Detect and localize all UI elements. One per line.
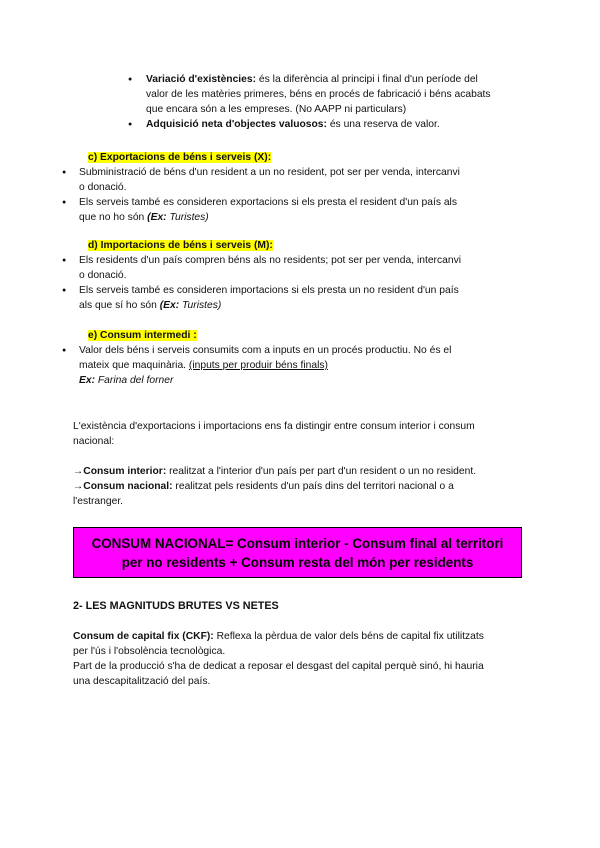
ckf-paragraph: Consum de capital fix (CKF): Reflexa la pèrdua de valor dels béns de capital fix utilitzats per l'ús i l'obsolència tecnològica. Part de la producció s'ha de dedicat a reposar el desgast del capital perquè sinó, hi hauria una descapitalització del país. (73, 631, 484, 687)
sub-bullet-list (146, 72, 526, 132)
item-text: és una reserva de valor. (326, 119, 440, 130)
section-d-heading: d) Importacions de béns i serveis (M): (88, 240, 273, 251)
term-variacio: Variació d'existències: (146, 74, 257, 85)
arrow-icon: → (73, 466, 84, 477)
list-item: ● Els serveis també es consideren exportacions si els presta el resident d'un país als que no ho són (Ex: Turistes) (79, 195, 524, 225)
arrow-icon: → (73, 481, 84, 492)
section-c-list (79, 165, 524, 225)
list-item: ● Valor dels béns i serveis consumits com a inputs en un procés productiu. No és el mateix que maquinària. (inputs per produir béns finals) Ex: Farina del forner (79, 343, 524, 388)
list-item (146, 117, 526, 132)
list-item: ● Els residents d'un país compren béns als no residents; pot ser per venda, intercanvi o donació. (79, 253, 524, 283)
list-item: ● Els serveis també es consideren importacions si els presta un no resident d'un país als que sí ho són (Ex: Turistes) (79, 283, 524, 313)
list-item: ● Subministració de béns d'un resident a un no resident, pot ser per venda, intercanvi o donació. (79, 165, 524, 195)
section-2-title: 2- LES MAGNITUDS BRUTES VS NETES (73, 600, 279, 612)
intro-paragraph: L'existència d'exportacions i importacions ens fa distingir entre consum interior i consum nacional: (73, 421, 475, 447)
formula-box: CONSUM NACIONAL= Consum interior - Consum final al territori per no residents + Consum resta del món per residents (73, 527, 522, 578)
item-text: valor de les matèries primeres, béns en procés de fabricació i béns acabats (146, 89, 491, 100)
item-text: és la diferència al principi i final d'un període del (256, 74, 478, 85)
list-item (146, 72, 526, 117)
section-e-heading: e) Consum intermedi : (88, 330, 197, 341)
definition-consum-nacional: →Consum nacional: realitzat pels residents d'un país dins del territori nacional o a l'estranger. (73, 481, 454, 507)
section-e-list (79, 343, 524, 388)
section-d-list (79, 253, 524, 313)
section-c-heading: c) Exportacions de béns i serveis (X): (88, 152, 272, 163)
item-text: que encara són a les empreses. (No AAPP ni particulars) (146, 104, 407, 115)
term-adquisicio: Adquisició neta d'objectes valuosos: (146, 119, 327, 130)
definition-consum-interior: →Consum interior: realitzat a l'interior d'un país per part d'un resident o un no resident. (73, 466, 477, 477)
